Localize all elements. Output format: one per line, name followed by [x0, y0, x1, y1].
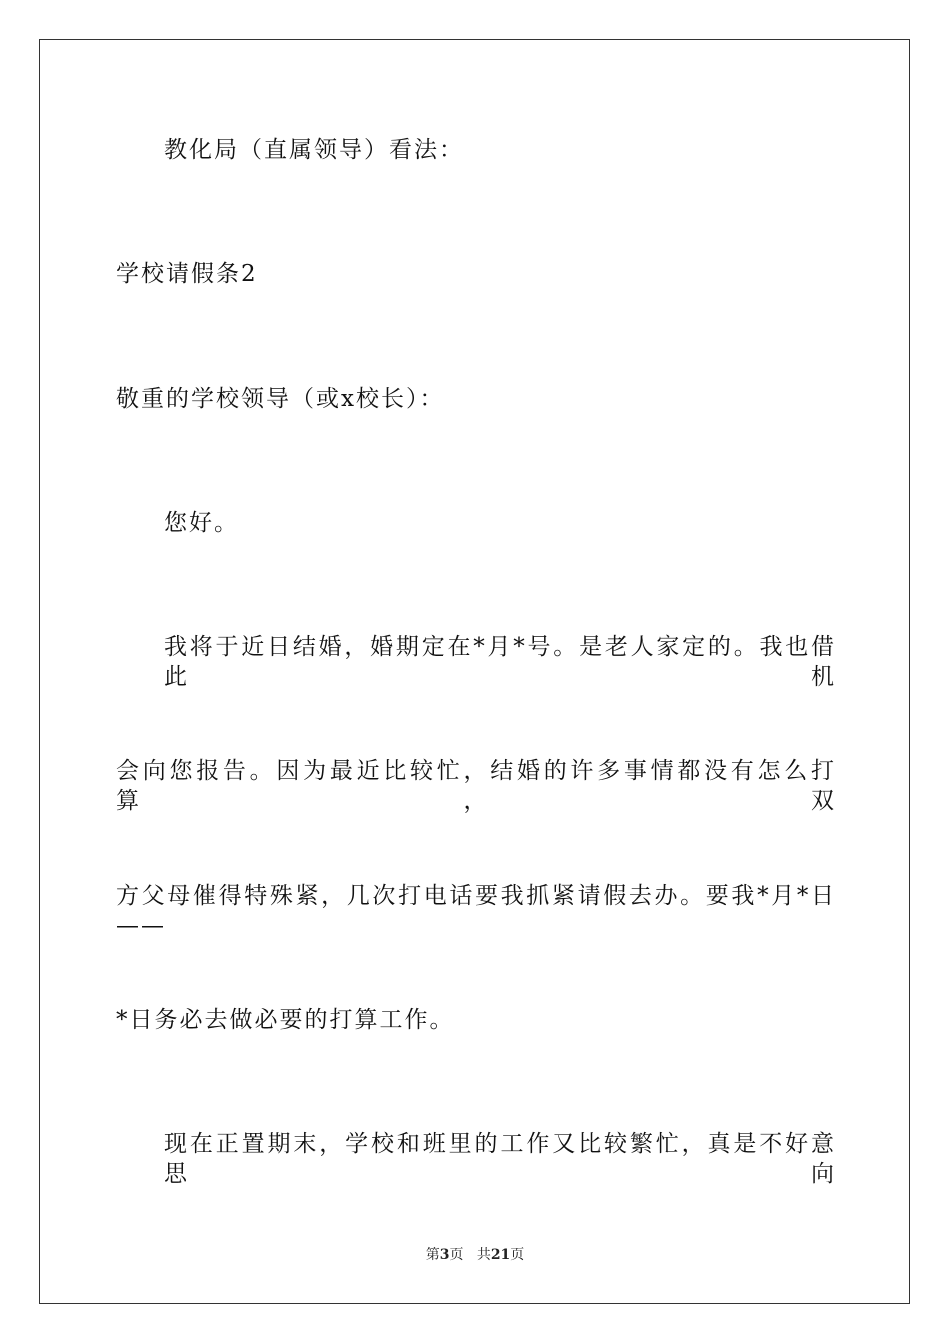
page-number: 3 — [439, 1247, 450, 1263]
salutation: 敬重的学校领导（或x校长）： — [116, 386, 445, 412]
body-line-4: *日务必去做必要的打算工作。 — [116, 1007, 455, 1033]
body-line-2: 会向您报告。因为最近比较忙，结婚的许多事情都没有怎么打算，双 — [116, 758, 836, 814]
greeting: 您好。 — [164, 510, 239, 536]
page-suffix: 页 — [449, 1247, 464, 1263]
body-line-1: 我将于近日结婚，婚期定在*月*号。是老人家定的。我也借此机 — [164, 634, 836, 690]
body-line-3: 方父母催得特殊紧，几次打电话要我抓紧请假去办。要我*月*日—— — [116, 883, 836, 939]
section-title: 学校请假条2 — [116, 261, 258, 287]
body-line-5: 现在正置期末，学校和班里的工作又比较繁忙，真是不好意思向 — [164, 1131, 836, 1187]
total-prefix: 共 — [476, 1247, 491, 1263]
page-prefix: 第 — [425, 1247, 440, 1263]
total-pages: 21 — [490, 1247, 511, 1263]
opinion-line: 教化局（直属领导）看法： — [164, 137, 464, 163]
page-footer — [0, 1246, 950, 1264]
total-suffix: 页 — [510, 1247, 525, 1263]
